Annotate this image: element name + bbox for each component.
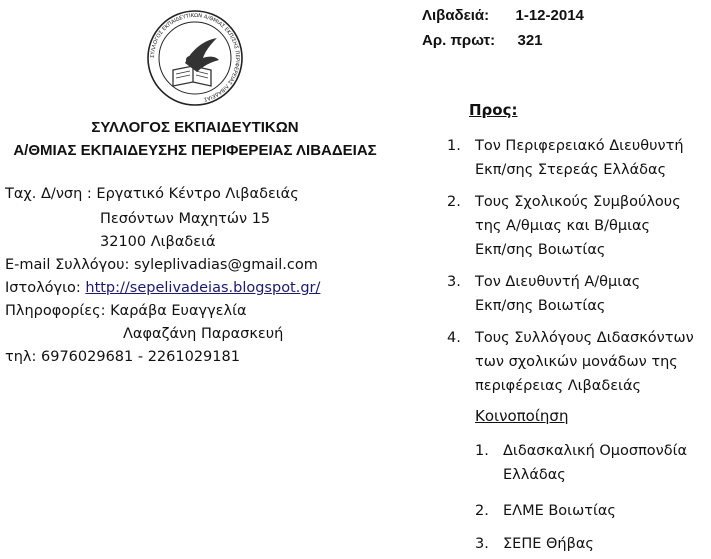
- recipient-2: [475, 190, 711, 262]
- cc-2-number: 2.: [475, 503, 489, 519]
- protocol-label: Αρ. πρωτ:: [422, 32, 496, 49]
- recipient-3-line-2: Εκπ/σης Βοιωτίας: [475, 298, 606, 314]
- info-person-2: Λαφαζάνη Παρασκευή: [123, 326, 284, 342]
- seal-emblem-icon: [145, 8, 245, 108]
- cc-title: Κοινοποίηση: [475, 407, 569, 425]
- phone-label: τηλ:: [5, 349, 41, 365]
- blog-line: [5, 280, 320, 296]
- recipient-2-line-3: Εκπ/σης Βοιωτίας: [475, 242, 606, 258]
- recipient-2-number: 2.: [447, 194, 461, 210]
- recipient-3: [475, 270, 711, 318]
- recipient-4-line-1: Τους Συλλόγους Διδασκόντων: [475, 330, 694, 346]
- address-line3: 32100 Λιβαδειά: [100, 234, 216, 250]
- cc-3: [503, 532, 711, 556]
- address-value: Εργατικό Κέντρο Λιβαδειάς: [96, 186, 299, 202]
- association-seal: [145, 8, 245, 108]
- cc-3-line-1: ΣΕΠΕ Θήβας: [503, 536, 594, 552]
- place-date-line: [422, 7, 584, 24]
- email-label: E-mail Συλλόγου:: [5, 257, 134, 273]
- cc-1-line-2: Ελλάδας: [503, 467, 566, 483]
- recipient-1-number: 1.: [447, 138, 461, 154]
- recipient-4: [475, 326, 711, 398]
- document-date: 1-12-2014: [515, 7, 584, 24]
- recipient-3-number: 3.: [447, 274, 461, 290]
- recipient-4-line-3: περιφέρειας Λιβαδειάς: [475, 378, 642, 394]
- protocol-line: [422, 32, 543, 49]
- recipient-1-line-1: Τον Περιφερειακό Διευθυντή: [475, 138, 684, 154]
- cc-1-line-1: Διδασκαλική Ομοσπονδία: [503, 443, 688, 459]
- recipient-4-number: 4.: [447, 330, 461, 346]
- recipient-4-line-2: των σχολικών μονάδων της: [475, 354, 678, 370]
- protocol-number: 321: [517, 32, 543, 49]
- cc-1-number: 1.: [475, 443, 489, 459]
- recipient-2-line-2: της Α/θμιας και Β/θμιας: [475, 218, 651, 234]
- place-label: Λιβαδειά:: [422, 7, 490, 24]
- info-line: [5, 303, 247, 319]
- org-name-line2: Α/ΘΜΙΑΣ ΕΚΠΑΙΔΕΥΣΗΣ ΠΕΡΙΦΕΡΕΙΑΣ ΛΙΒΑΔΕΙΑΣ: [13, 142, 377, 159]
- cc-2: [503, 499, 711, 523]
- address-label: Ταχ. Δ/νση :: [5, 186, 97, 202]
- org-name-line1: ΣΥΛΛΟΓΟΣ ΕΚΠΑΙΔΕΥΤΙΚΩΝ: [91, 119, 299, 136]
- recipients-title: Προς:: [469, 101, 518, 119]
- email-line: [5, 257, 318, 273]
- phone-line: [5, 349, 240, 365]
- address-line2: Πεσόντων Μαχητών 15: [100, 211, 271, 227]
- seal-ring-text: ΣΥΛΛΟΓΟΣ ΕΚΠΑΙΔΕΥΤΙΚΩΝ Α/ΘΜΙΑΣ ΕΚΠ/ΣΗΣ ΠΕΡΙΦΕΡΕΙΑΣ ΛΙΒΑΔΕΙΑΣ: [149, 12, 241, 103]
- recipient-2-line-1: Τους Σχολικούς Συμβούλους: [475, 194, 681, 210]
- recipient-3-line-1: Τον Διευθυντή Α/θμιας: [475, 274, 641, 290]
- blog-label: Ιστολόγιο:: [5, 280, 86, 296]
- cc-2-line-1: ΕΛΜΕ Βοιωτίας: [503, 503, 616, 519]
- phone-number: 6976029681 - 2261029181: [41, 349, 240, 365]
- blog-link[interactable]: http://sepelivadeias.blogspot.gr/: [85, 280, 321, 296]
- cc-3-number: 3.: [475, 536, 489, 552]
- info-person-1: Καράβα Ευαγγελία: [110, 303, 247, 319]
- address-line1: [5, 186, 299, 202]
- recipient-1: [475, 134, 711, 182]
- email-address[interactable]: syleplivadias@gmail.com: [134, 257, 318, 273]
- cc-1: [503, 439, 711, 487]
- info-label: Πληροφορίες:: [5, 303, 111, 319]
- recipient-1-line-2: Εκπ/σης Στερεάς Ελλάδας: [475, 162, 667, 178]
